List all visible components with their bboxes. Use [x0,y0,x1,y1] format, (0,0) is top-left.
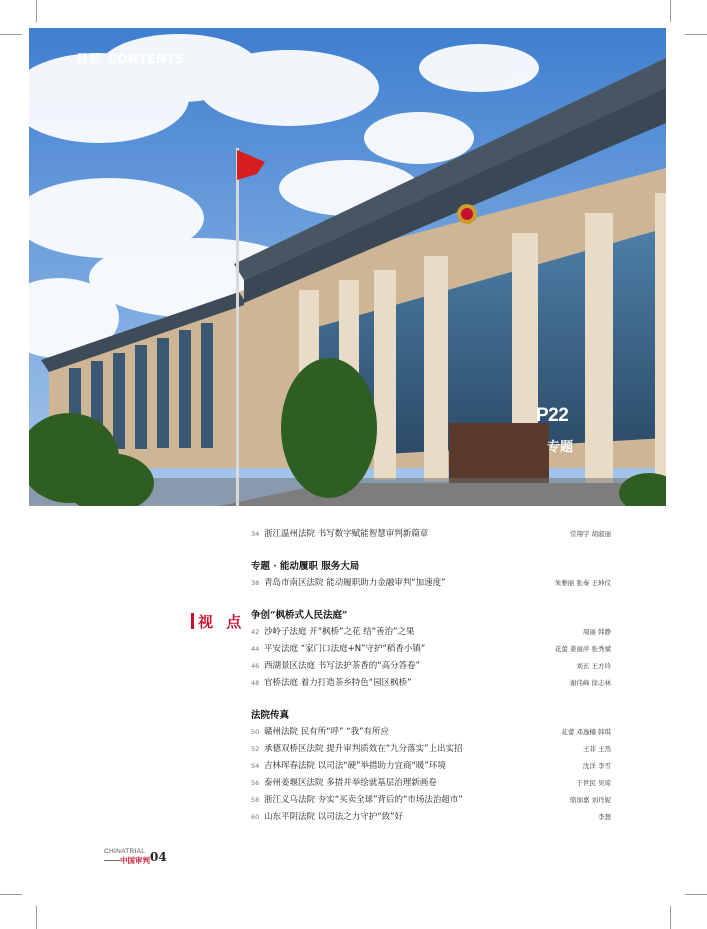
toc-title: 浙江义乌法院 夯实“买卖全球”背后的“市场法治超市” [264,795,463,805]
viewpoint-bar [191,613,194,629]
toc-entry[interactable] [251,792,611,809]
section-heading: 专题 · 能动履职 服务大局 [251,561,360,572]
toc-entry[interactable] [251,741,611,758]
toc-page: 44 [251,645,260,653]
table-of-contents [251,526,611,826]
crop-mark [670,906,671,929]
toc-entry[interactable] [251,624,611,641]
toc-entry[interactable] [251,724,611,741]
contents-heading-en: CONTENTS [108,52,185,66]
viewpoint-tag [191,612,245,632]
toc-title: 平安法庭 “家门口法庭+N”守护“稻香小镇” [264,644,426,654]
crop-mark [36,0,37,22]
crop-mark [36,906,37,929]
toc-entry[interactable] [251,758,611,775]
toc-entry[interactable] [251,675,611,692]
toc-page: 56 [251,779,260,787]
brand-en: CHINATRIAL [104,848,146,855]
toc-authors: 沈洋 李雪 [582,762,611,770]
toc-authors: 朱雅丽 张秦 王坤仪 [554,579,611,587]
feature-topic: 专题 [547,440,574,455]
crop-mark [0,34,22,35]
cover-photo [29,28,666,506]
feature-page-number: P22 [536,405,569,426]
toc-authors: 常翔宇 胡淑丽 [569,530,611,538]
toc-title: 沙岭子法庭 开“枫桥”之花 结“善治”之果 [264,627,415,637]
contents-heading [76,50,184,67]
toc-title: 赣州法院 民有所“呼” “我”有所应 [264,727,390,737]
toc-authors: 骆加嘉 刘丹妮 [569,796,611,804]
toc-authors: 王菲 王然 [582,745,611,753]
court-building-illustration [29,28,666,506]
toc-page: 38 [251,579,260,587]
toc-title: 青岛市南区法院 能动履职助力金融审判“加速度” [264,578,446,588]
brand-cn: 中国审判 [120,856,150,865]
toc-entry[interactable] [251,809,611,826]
viewpoint-label: 视 点 [198,613,246,631]
toc-authors: 刘玄 王方玲 [576,662,611,670]
toc-page: 50 [251,728,260,736]
toc-entry[interactable] [251,658,611,675]
section-heading: 争创“枫桥式人民法庭” [251,610,348,621]
toc-page: 54 [251,762,260,770]
toc-page: 58 [251,796,260,804]
toc-authors: 李想 [598,813,611,821]
crop-mark [670,0,671,22]
toc-title: 山东平阴法院 以司法之力守护“致”好 [264,812,404,822]
crop-mark [0,894,22,895]
toc-title: 官桥法庭 着力打造茶乡特色“园区枫桥” [264,678,412,688]
toc-title: 吉林珲春法院 以司法“硬”举措助力宜商“暖”环境 [264,761,446,771]
toc-entry[interactable] [251,575,611,592]
crop-mark [685,34,707,35]
toc-title: 西湖景区法庭 书写法护茶香的“高分答卷” [264,661,421,671]
toc-title: 承德双桥区法院 提升审判质效在“九分落实”上出实招 [264,744,463,754]
toc-authors: 花蕾 姜丽萍 张秀斌 [554,645,611,653]
toc-page: 48 [251,679,260,687]
toc-authors: 周丽 韩静 [582,628,611,636]
toc-authors: 花蕾 邓逸楠 韩琪 [561,728,611,736]
toc-page: 42 [251,628,260,636]
toc-entry[interactable] [251,775,611,792]
toc-authors: 谢伟峰 徐志林 [569,679,611,687]
toc-entry[interactable] [251,641,611,658]
footer-rule [104,860,120,861]
toc-title: 泰州姜堰区法院 多措并举绘就基层治理新画卷 [264,778,437,788]
toc-title: 浙江温州法院 书写数字赋能智慧审判新篇章 [264,529,429,539]
page-number: 04 [150,850,167,864]
section-heading: 法院传真 [251,710,290,721]
toc-entry[interactable] [251,526,611,543]
crop-mark [685,894,707,895]
contents-heading-cn: 目录 [76,52,102,66]
toc-page: 34 [251,530,260,538]
toc-page: 52 [251,745,260,753]
page-footer [104,848,167,866]
toc-authors: 于世民 吴琼 [576,779,611,787]
toc-page: 46 [251,662,260,670]
toc-page: 60 [251,813,260,821]
